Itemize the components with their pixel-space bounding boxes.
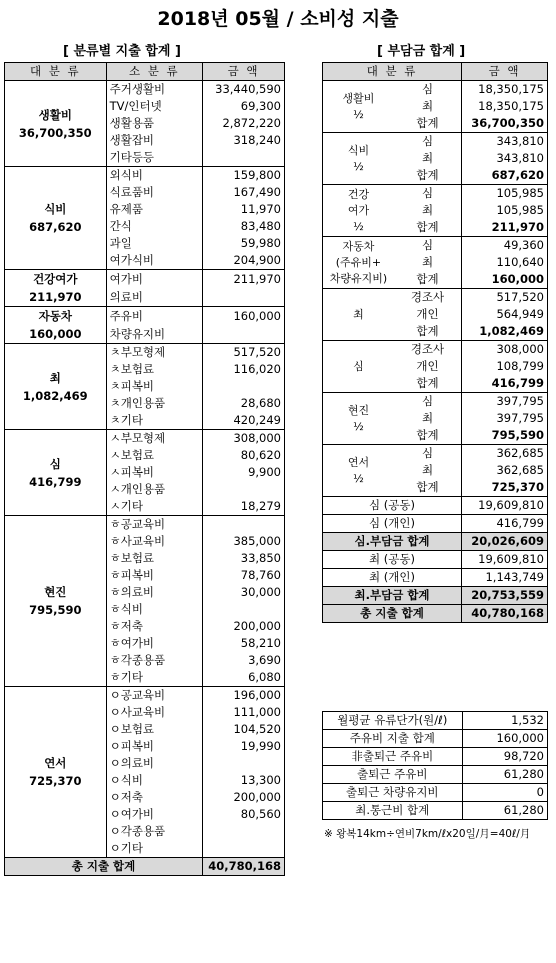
category-name: 심 xyxy=(49,456,61,471)
subcategory-cell: ㅇ여가비 xyxy=(106,806,202,823)
subcategory-cell: ㅇ사교육비 xyxy=(106,704,202,721)
amount-cell: 69,300 xyxy=(203,98,285,115)
amount-cell xyxy=(203,325,285,344)
summary-value: 19,609,810 xyxy=(462,551,548,569)
amount-cell xyxy=(203,378,285,395)
subcategory-cell: ㅇ식비 xyxy=(106,772,202,789)
amount-cell: 78,760 xyxy=(203,567,285,584)
amount-cell: 159,800 xyxy=(203,167,285,185)
amount-cell: 9,900 xyxy=(203,464,285,481)
right-header-cell: 금 액 xyxy=(462,63,548,81)
amount-cell: 160,000 xyxy=(203,307,285,326)
contribution-amount: 18,350,175 xyxy=(462,81,548,99)
amount-cell: 167,490 xyxy=(203,184,285,201)
summary-label: 최 (개인) xyxy=(323,569,462,587)
contribution-amount: 160,000 xyxy=(462,271,548,289)
amount-cell: 308,000 xyxy=(203,430,285,448)
contribution-sub-label: 최 xyxy=(394,410,462,427)
page-title: 2018년 05월 / 소비성 지출 xyxy=(157,8,399,30)
amount-cell: 6,080 xyxy=(203,669,285,687)
subcategory-cell: ㅎ식비 xyxy=(106,601,202,618)
contribution-row xyxy=(323,133,548,151)
contribution-category-cell xyxy=(323,133,394,185)
subcategory-cell: ㅊ부모형제 xyxy=(106,344,202,362)
summary-value: 20,753,559 xyxy=(462,587,548,605)
amount-cell xyxy=(203,288,285,307)
contribution-sub-label: 개인 xyxy=(394,358,462,375)
left-header-cell: 대 분 류 xyxy=(5,63,107,81)
summary-label: 심 (개인) xyxy=(323,515,462,533)
contribution-category-label: 최 xyxy=(353,307,364,321)
fuel-row xyxy=(323,712,548,730)
contribution-amount: 362,685 xyxy=(462,445,548,463)
amount-cell: 111,000 xyxy=(203,704,285,721)
contribution-sub-label: 경조사 xyxy=(394,341,462,359)
category-total: 795,590 xyxy=(29,603,82,617)
contribution-row xyxy=(323,341,548,359)
amount-cell: 211,970 xyxy=(203,270,285,289)
contribution-sub-label: 최 xyxy=(394,98,462,115)
subcategory-cell: ㅅ보험료 xyxy=(106,447,202,464)
amount-cell: 104,520 xyxy=(203,721,285,738)
contribution-sub-label: 합계 xyxy=(394,219,462,237)
left-row xyxy=(5,430,285,448)
contribution-category-label: ½ xyxy=(353,159,364,173)
subcategory-cell: 주거생활비 xyxy=(106,81,202,99)
fuel-value: 160,000 xyxy=(462,730,547,748)
category-cell xyxy=(5,687,107,858)
contribution-sub-label: 경조사 xyxy=(394,289,462,307)
contribution-category-label: ½ xyxy=(353,471,364,485)
fuel-label: 출퇴근 차량유지비 xyxy=(323,784,463,802)
category-total: 416,799 xyxy=(29,474,82,489)
contribution-amount: 108,799 xyxy=(462,358,548,375)
grand-total-label: 총 지출 합계 xyxy=(5,858,203,876)
subcategory-cell: ㅇ피복비 xyxy=(106,738,202,755)
contribution-sub-label: 심 xyxy=(394,133,462,151)
contribution-category-label: 식비 xyxy=(347,143,370,157)
category-cell xyxy=(5,516,107,687)
subcategory-cell: ㅇ각종용품 xyxy=(106,823,202,840)
category-total: 211,970 xyxy=(29,290,82,304)
subcategory-cell: ㅇ기타 xyxy=(106,840,202,858)
amount-cell xyxy=(203,481,285,498)
contribution-sub-label: 심 xyxy=(394,81,462,99)
subcategory-cell: 기타등등 xyxy=(106,149,202,167)
contribution-sub-label: 심 xyxy=(394,185,462,203)
summary-row xyxy=(323,605,548,623)
fuel-label: 非출퇴근 주유비 xyxy=(323,748,463,766)
subcategory-cell: 생활용품 xyxy=(106,115,202,132)
subcategory-cell: ㅎ사교육비 xyxy=(106,533,202,550)
contribution-sub-label: 합계 xyxy=(394,271,462,289)
summary-row xyxy=(323,569,548,587)
category-cell xyxy=(5,430,107,516)
subcategory-cell: ㅅ기타 xyxy=(106,498,202,516)
subcategory-cell: 차량유지비 xyxy=(106,325,202,344)
subcategory-cell: ㅇ보험료 xyxy=(106,721,202,738)
subcategory-cell: ㅊ보험료 xyxy=(106,361,202,378)
contribution-amount: 49,360 xyxy=(462,237,548,255)
summary-value: 1,143,749 xyxy=(462,569,548,587)
contribution-amount: 687,620 xyxy=(462,167,548,185)
contribution-sub-label: 개인 xyxy=(394,306,462,323)
left-subtitle: [ 분류별 지출 합계 ] xyxy=(63,44,181,59)
summary-row xyxy=(323,533,548,551)
subcategory-cell: TV/인터넷 xyxy=(106,98,202,115)
fuel-row xyxy=(323,802,548,820)
left-total-row xyxy=(5,858,285,876)
amount-cell: 11,970 xyxy=(203,201,285,218)
amount-cell xyxy=(203,755,285,772)
amount-cell: 33,440,590 xyxy=(203,81,285,99)
summary-label: 최.부담금 합계 xyxy=(323,587,462,605)
amount-cell xyxy=(203,840,285,858)
contribution-amount: 725,370 xyxy=(462,479,548,497)
left-header-row xyxy=(5,63,285,81)
category-expense-table xyxy=(4,62,285,876)
contribution-category-label: 생활비 xyxy=(342,91,375,105)
amount-cell: 30,000 xyxy=(203,584,285,601)
contribution-row xyxy=(323,237,548,255)
contribution-amount: 343,810 xyxy=(462,133,548,151)
fuel-value: 0 xyxy=(462,784,547,802)
amount-cell: 80,560 xyxy=(203,806,285,823)
contribution-sub-label: 심 xyxy=(394,393,462,411)
contribution-category-label: 연서 xyxy=(347,455,370,469)
amount-cell: 58,210 xyxy=(203,635,285,652)
contribution-category-cell xyxy=(323,341,394,393)
summary-row xyxy=(323,587,548,605)
subcategory-cell: ㅎ저축 xyxy=(106,618,202,635)
contribution-amount: 105,985 xyxy=(462,202,548,219)
left-row xyxy=(5,307,285,326)
left-row xyxy=(5,270,285,289)
summary-value: 20,026,609 xyxy=(462,533,548,551)
summary-label: 심 (공동) xyxy=(323,497,462,515)
amount-cell: 517,520 xyxy=(203,344,285,362)
contribution-category-label: 건강 xyxy=(347,187,370,201)
fuel-value: 1,532 xyxy=(462,712,547,730)
category-cell xyxy=(5,344,107,430)
fuel-label: 월평균 유류단가(원/ℓ) xyxy=(323,712,463,730)
amount-cell: 204,900 xyxy=(203,252,285,270)
subcategory-cell: 과일 xyxy=(106,235,202,252)
subcategory-cell: ㅊ피복비 xyxy=(106,378,202,395)
fuel-label: 최.통근비 합계 xyxy=(323,802,463,820)
summary-row xyxy=(323,497,548,515)
category-total: 725,370 xyxy=(29,774,82,788)
subcategory-cell: ㅎ여가비 xyxy=(106,635,202,652)
left-row xyxy=(5,167,285,185)
fuel-row xyxy=(323,784,548,802)
contribution-row xyxy=(323,445,548,463)
fuel-note: ※ 왕복14km÷연비7km/ℓx20일/月=40ℓ/月 xyxy=(324,828,531,840)
contribution-sub-label: 최 xyxy=(394,462,462,479)
summary-label: 최 (공동) xyxy=(323,551,462,569)
contribution-sub-label: 합계 xyxy=(394,323,462,341)
right-header-cell: 대 분 류 xyxy=(323,63,462,81)
amount-cell xyxy=(203,149,285,167)
contribution-amount: 564,949 xyxy=(462,306,548,323)
contribution-amount: 517,520 xyxy=(462,289,548,307)
contribution-category-label: ½ xyxy=(353,107,364,121)
contribution-category-label: ½ xyxy=(353,219,364,233)
category-name: 연서 xyxy=(44,756,67,770)
subcategory-cell: 유제품 xyxy=(106,201,202,218)
contribution-amount: 1,082,469 xyxy=(462,323,548,341)
subcategory-cell: 생활잡비 xyxy=(106,132,202,149)
subcategory-cell: ㅅ부모형제 xyxy=(106,430,202,448)
contribution-amount: 397,795 xyxy=(462,410,548,427)
amount-cell: 420,249 xyxy=(203,412,285,430)
summary-row xyxy=(323,515,548,533)
contribution-category-label: ½ xyxy=(353,419,364,433)
category-name: 식비 xyxy=(44,202,67,216)
fuel-value: 61,280 xyxy=(462,802,547,820)
subcategory-cell: ㅊ개인용품 xyxy=(106,395,202,412)
right-subtitle: [ 부담금 합계 ] xyxy=(377,44,466,59)
contribution-sub-label: 최 xyxy=(394,202,462,219)
subcategory-cell: ㅎ보험료 xyxy=(106,550,202,567)
contribution-sub-label: 최 xyxy=(394,150,462,167)
fuel-row xyxy=(323,766,548,784)
amount-cell: 28,680 xyxy=(203,395,285,412)
left-row xyxy=(5,687,285,705)
contribution-category-cell xyxy=(323,81,394,133)
contribution-sub-label: 합계 xyxy=(394,115,462,133)
category-name: 생활비 xyxy=(38,107,72,122)
amount-cell: 33,850 xyxy=(203,550,285,567)
amount-cell: 13,300 xyxy=(203,772,285,789)
summary-value: 416,799 xyxy=(462,515,548,533)
contribution-category-cell xyxy=(323,445,394,497)
amount-cell: 59,980 xyxy=(203,235,285,252)
subcategory-cell: ㅊ기타 xyxy=(106,412,202,430)
contribution-category-label: 심 xyxy=(353,359,364,373)
amount-cell: 196,000 xyxy=(203,687,285,705)
subcategory-cell: 식료품비 xyxy=(106,184,202,201)
contribution-sub-label: 합계 xyxy=(394,427,462,445)
subcategory-cell: ㅎ피복비 xyxy=(106,567,202,584)
contribution-table xyxy=(322,62,548,623)
left-row xyxy=(5,516,285,534)
subcategory-cell: ㅅ피복비 xyxy=(106,464,202,481)
category-name: 건강여가 xyxy=(33,272,78,286)
fuel-row xyxy=(323,730,548,748)
contribution-row xyxy=(323,289,548,307)
contribution-sub-label: 심 xyxy=(394,445,462,463)
amount-cell: 200,000 xyxy=(203,618,285,635)
contribution-amount: 36,700,350 xyxy=(462,115,548,133)
contribution-sub-label: 합계 xyxy=(394,375,462,393)
contribution-row xyxy=(323,185,548,203)
summary-value: 40,780,168 xyxy=(462,605,548,623)
contribution-amount: 211,970 xyxy=(462,219,548,237)
left-header-cell: 금 액 xyxy=(203,63,285,81)
contribution-amount: 397,795 xyxy=(462,393,548,411)
amount-cell: 83,480 xyxy=(203,218,285,235)
amount-cell: 2,872,220 xyxy=(203,115,285,132)
contribution-amount: 110,640 xyxy=(462,254,548,271)
amount-cell: 318,240 xyxy=(203,132,285,149)
subcategory-cell: ㅎ의료비 xyxy=(106,584,202,601)
category-cell xyxy=(5,270,107,307)
contribution-amount: 308,000 xyxy=(462,341,548,359)
category-total: 1,082,469 xyxy=(22,388,88,403)
contribution-category-label: (주유비+ xyxy=(335,255,382,269)
category-total: 36,700,350 xyxy=(18,125,92,140)
subcategory-cell: 여가비 xyxy=(106,270,202,289)
contribution-sub-label: 최 xyxy=(394,254,462,271)
left-row xyxy=(5,344,285,362)
subcategory-cell: ㅅ개인용품 xyxy=(106,481,202,498)
summary-value: 19,609,810 xyxy=(462,497,548,515)
contribution-category-label: 여가 xyxy=(347,203,370,217)
contribution-category-cell xyxy=(323,393,394,445)
contribution-amount: 795,590 xyxy=(462,427,548,445)
category-total: 687,620 xyxy=(29,220,82,234)
category-name: 최 xyxy=(49,370,61,385)
contribution-amount: 362,685 xyxy=(462,462,548,479)
category-cell xyxy=(5,167,107,270)
contribution-sub-label: 합계 xyxy=(394,479,462,497)
subcategory-cell: ㅎ공교육비 xyxy=(106,516,202,534)
grand-total-value: 40,780,168 xyxy=(203,858,285,876)
category-name: 자동차 xyxy=(38,309,72,323)
contribution-category-label: 차량유지비) xyxy=(329,271,388,285)
subcategory-cell: 의료비 xyxy=(106,288,202,307)
subcategory-cell: ㅇ저축 xyxy=(106,789,202,806)
amount-cell xyxy=(203,516,285,534)
category-cell xyxy=(5,81,107,167)
contribution-sub-label: 심 xyxy=(394,237,462,255)
amount-cell: 19,990 xyxy=(203,738,285,755)
contribution-category-cell xyxy=(323,237,394,289)
subcategory-cell: ㅇ의료비 xyxy=(106,755,202,772)
contribution-sub-label: 합계 xyxy=(394,167,462,185)
left-row xyxy=(5,81,285,99)
fuel-row xyxy=(323,748,548,766)
subcategory-cell: 주유비 xyxy=(106,307,202,326)
subcategory-cell: ㅎ각종용품 xyxy=(106,652,202,669)
left-header-cell: 소 분 류 xyxy=(106,63,202,81)
subcategory-cell: ㅎ기타 xyxy=(106,669,202,687)
amount-cell: 3,690 xyxy=(203,652,285,669)
summary-row xyxy=(323,551,548,569)
subcategory-cell: 간식 xyxy=(106,218,202,235)
contribution-category-label: 자동차 xyxy=(342,239,375,253)
fuel-label: 주유비 지출 합계 xyxy=(323,730,463,748)
category-cell xyxy=(5,307,107,344)
amount-cell xyxy=(203,823,285,840)
contribution-row xyxy=(323,81,548,99)
fuel-value: 61,280 xyxy=(462,766,547,784)
contribution-category-cell xyxy=(323,289,394,341)
subcategory-cell: 여가식비 xyxy=(106,252,202,270)
right-header-row xyxy=(323,63,548,81)
amount-cell: 385,000 xyxy=(203,533,285,550)
summary-label: 심.부담금 합계 xyxy=(323,533,462,551)
subcategory-cell: ㅇ공교육비 xyxy=(106,687,202,705)
amount-cell xyxy=(203,601,285,618)
contribution-amount: 416,799 xyxy=(462,375,548,393)
amount-cell: 116,020 xyxy=(203,361,285,378)
contribution-category-cell xyxy=(323,185,394,237)
contribution-category-label: 현진 xyxy=(347,403,370,417)
contribution-row xyxy=(323,393,548,411)
category-name: 현진 xyxy=(44,585,67,599)
contribution-amount: 105,985 xyxy=(462,185,548,203)
fuel-label: 출퇴근 주유비 xyxy=(323,766,463,784)
amount-cell: 80,620 xyxy=(203,447,285,464)
amount-cell: 18,279 xyxy=(203,498,285,516)
category-total: 160,000 xyxy=(29,327,82,341)
contribution-amount: 18,350,175 xyxy=(462,98,548,115)
fuel-value: 98,720 xyxy=(462,748,547,766)
contribution-amount: 343,810 xyxy=(462,150,548,167)
amount-cell: 200,000 xyxy=(203,789,285,806)
fuel-cost-table xyxy=(322,711,548,820)
summary-label: 총 지출 합계 xyxy=(323,605,462,623)
subcategory-cell: 외식비 xyxy=(106,167,202,185)
